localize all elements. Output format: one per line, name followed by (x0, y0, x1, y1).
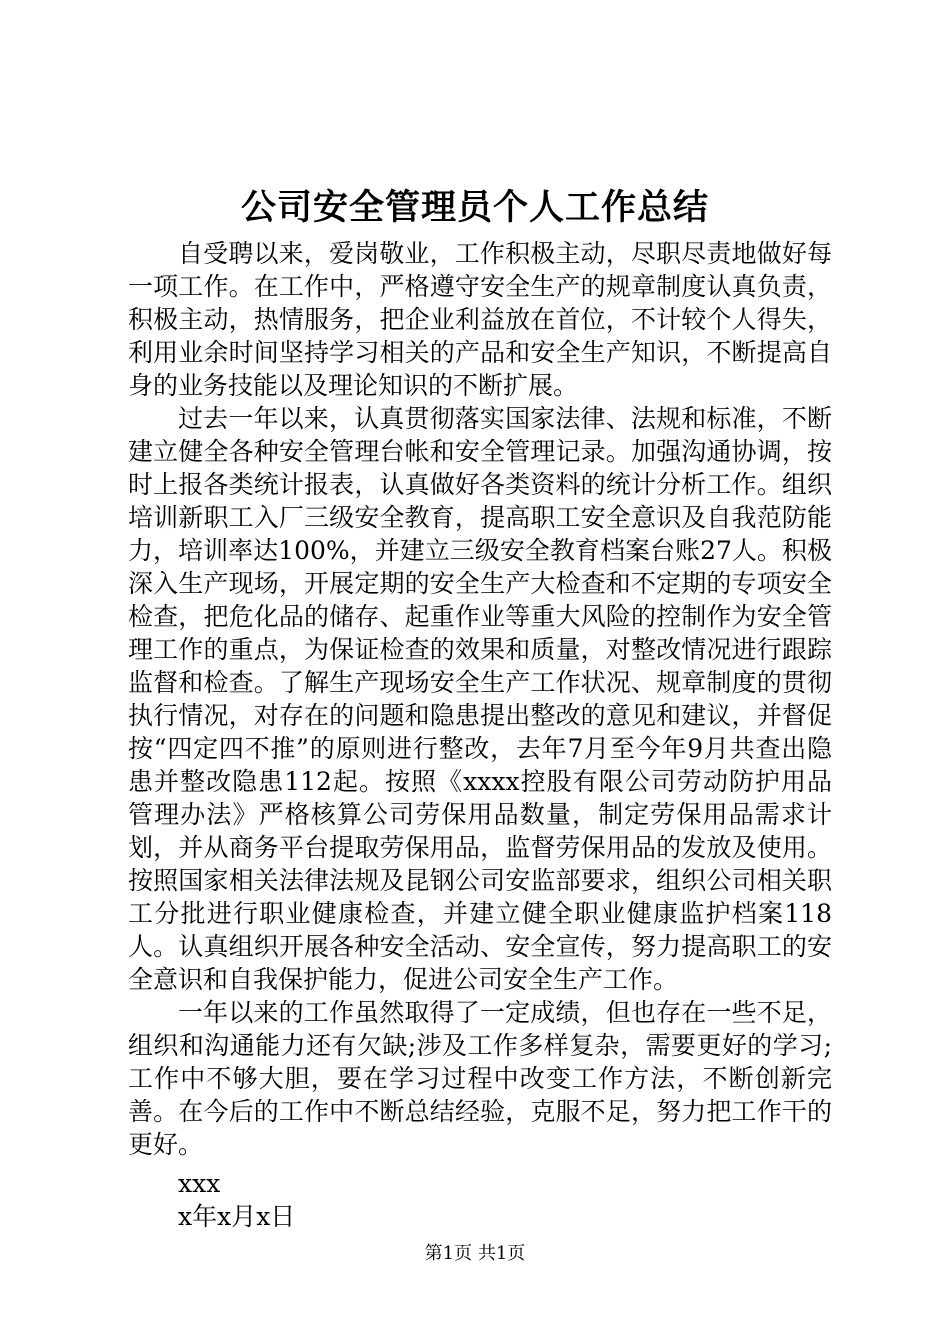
paragraph-intro: 自受聘以来，爱岗敬业，工作积极主动，尽职尽责地做好每一项工作。在工作中，严格遵守安全生产的规章制度认真负责，积极主动，热情服务，把企业利益放在首位，不计较个人得失，利用业余时间坚持学习相关的产品和安全生产知识，不断提高自身的业务技能以及理论知识的不断扩展。 (128, 239, 832, 400)
document-title: 公司安全管理员个人工作总结 (240, 187, 709, 228)
paragraph-shortcomings: 一年以来的工作虽然取得了一定成绩，但也存在一些不足，组织和沟通能力还有欠缺;涉及工作多样复杂，需要更好的学习;工作中不够大胆，要在学习过程中改变工作方法，不断创新完善。在今后的工作中不断总结经验，克服不足，努力把工作干的更好。 (128, 998, 832, 1159)
page-footer: 第1页 共1页 (424, 1243, 526, 1264)
paragraph-achievements: 过去一年以来，认真贯彻落实国家法律、法规和标准，不断建立健全各种安全管理台帐和安全管理记录。加强沟通协调，按时上报各类统计报表，认真做好各类资料的统计分析工作。组织培训新职工入厂三级安全教育，提高职工安全意识及自我范防能力，培训率达100%，并建立三级安全教育档案台账27人。积极深入生产现场，开展定期的安全生产大检查和不定期的专项安全检查，把危化品的储存、起重作业等重大风险的控制作为安全管理工作的重点，为保证检查的效果和质量，对整改情况进行跟踪监督和检查。了解生产现场安全生产工作状况、规章制度的贯彻执行情况，对存在的问题和隐患提出整改的意见和建议，并督促按“四定四不推”的原则进行整改，去年7月至今年9月共查出隐患并整改隐患112起。按照《xxxx控股有限公司劳动防护用品管理办法》严格核算公司劳保用品数量，制定劳保用品需求计划，并从商务平台提取劳保用品，监督劳保用品的发放及使用。按照国家相关法律法规及昆钢公司安监部要求，组织公司相关职工分批进行职业健康检查，并建立健全职业健康监护档案118人。认真组织开展各种安全活动、安全宣传，努力提高职工的安全意识和自我保护能力，促进公司安全生产工作。 (128, 404, 832, 994)
document-body (128, 237, 832, 1233)
signature-name: xxx (178, 1169, 221, 1198)
signature-date: x年x月x日 (178, 1202, 296, 1231)
